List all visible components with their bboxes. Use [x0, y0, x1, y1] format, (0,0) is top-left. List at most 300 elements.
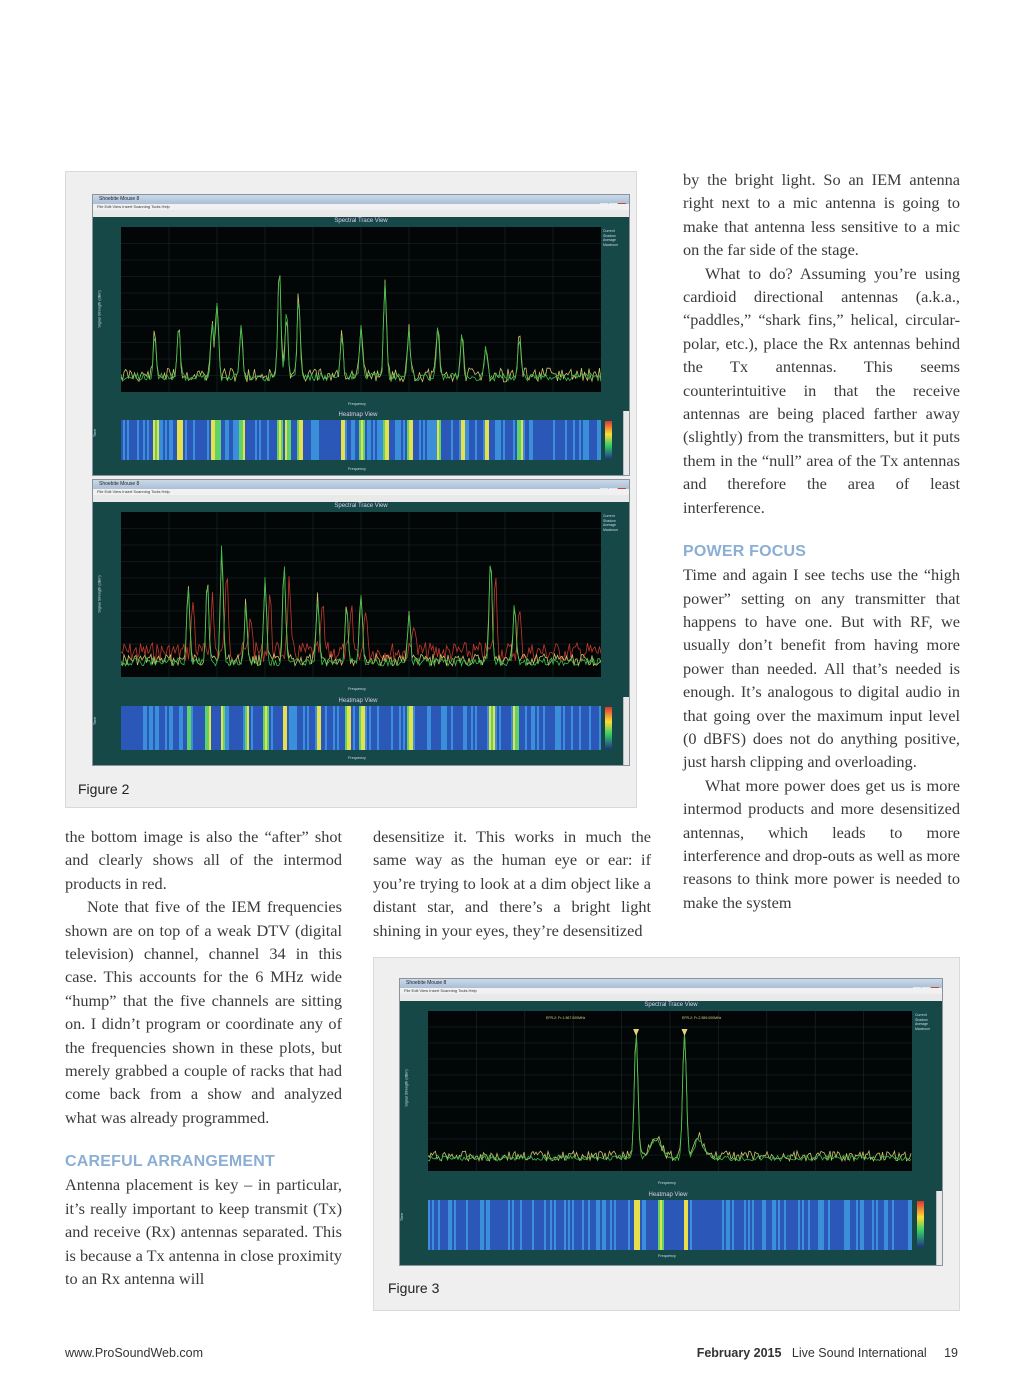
heatmap-cell — [371, 706, 373, 750]
heatmap-cell — [217, 706, 219, 750]
heatmap-cell — [283, 706, 285, 750]
heatmap-cell — [466, 1200, 468, 1250]
heatmap-cell — [573, 420, 575, 460]
heatmap-cell — [199, 420, 201, 460]
heatmap-cell — [209, 706, 211, 750]
heatmap-cell — [369, 706, 371, 750]
heatmap-cell — [454, 1200, 456, 1250]
heatmap-cell — [397, 420, 399, 460]
heatmap-cell — [259, 420, 261, 460]
heatmap-svg — [428, 1200, 912, 1250]
heatmap-cell — [506, 1200, 508, 1250]
heatmap-cell — [599, 420, 601, 460]
heatmap-cell — [528, 1200, 530, 1250]
legend-average: Average — [603, 238, 616, 242]
heatmap-cell — [307, 420, 309, 460]
heatmap-cell — [577, 706, 579, 750]
heatmap-cell — [656, 1200, 658, 1250]
heatmap-cell — [359, 420, 361, 460]
heatmap-cell — [503, 420, 505, 460]
menu-bar[interactable]: File Edit View Insert Scanning Tools Help — [400, 988, 942, 994]
heatmap-cell — [229, 706, 231, 750]
heatmap-cell — [215, 420, 217, 460]
heatmap-cell — [447, 706, 449, 750]
heatmap-cell — [207, 706, 209, 750]
toolbar[interactable] — [93, 495, 629, 502]
heatmap-cell — [538, 1200, 540, 1250]
heatmap-cell — [331, 420, 333, 460]
heatmap-cell — [568, 1200, 570, 1250]
heatmap-cell — [307, 706, 309, 750]
heatmap-cell — [552, 1200, 554, 1250]
heatmap-cell — [670, 1200, 672, 1250]
heatmap-cell — [141, 706, 143, 750]
heatmap-cell — [564, 1200, 566, 1250]
heatmap-cell — [491, 420, 493, 460]
heatmap-cell — [185, 706, 187, 750]
heatmap-cell — [557, 706, 559, 750]
heatmap-cell — [768, 1200, 770, 1250]
heatmap-cell — [595, 420, 597, 460]
spectral-plot — [121, 227, 601, 392]
heatmap-cell — [385, 420, 387, 460]
heatmap-cell — [892, 1200, 894, 1250]
menu-bar[interactable]: File Edit View Insert Scanning Tools Help — [93, 489, 629, 495]
heatmap-cell — [872, 1200, 874, 1250]
heatmap-cell — [902, 1200, 904, 1250]
heatmap-cell — [305, 706, 307, 750]
heatmap-cell — [836, 1200, 838, 1250]
heatmap-cell — [620, 1200, 622, 1250]
heatmap-cell — [469, 420, 471, 460]
heatmap-title: Heatmap View — [648, 1192, 688, 1198]
heatmap-cell — [599, 706, 601, 750]
heatmap-cell — [457, 420, 459, 460]
heatmap-cell — [249, 706, 251, 750]
heatmap-cell — [594, 1200, 596, 1250]
heatmap-cell — [403, 706, 405, 750]
heatmap — [121, 420, 601, 460]
heatmap-cell — [575, 420, 577, 460]
heatmap-cell — [499, 706, 501, 750]
heatmap-cell — [125, 420, 127, 460]
heatmap-cell — [419, 706, 421, 750]
heatmap-cell — [193, 420, 195, 460]
heatmap-cell — [135, 706, 137, 750]
heatmap-cell — [297, 706, 299, 750]
heatmap-cell — [489, 420, 491, 460]
heatmap-cell — [455, 420, 457, 460]
heatmap-cell — [273, 706, 275, 750]
heatmap-cell — [682, 1200, 684, 1250]
heatmap-cell — [125, 706, 127, 750]
heatmap-cell — [285, 420, 287, 460]
heatmap-cell — [716, 1200, 718, 1250]
heatmap-cell — [147, 706, 149, 750]
heatmap-cell — [484, 1200, 486, 1250]
heatmap-cell — [520, 1200, 522, 1250]
heatmap-cell — [802, 1200, 804, 1250]
menu-bar[interactable]: File Edit View Insert Scanning Tools Help — [93, 204, 629, 210]
marker-icon — [682, 1029, 688, 1036]
heatmap-cell — [571, 706, 573, 750]
heatmap-cell — [722, 1200, 724, 1250]
heatmap-cell — [317, 420, 319, 460]
heatmap-cell — [149, 706, 151, 750]
legend-shadow: Shadow — [603, 233, 616, 238]
heatmap-cell — [259, 706, 261, 750]
heatmap-cell — [175, 420, 177, 460]
heatmap-cell — [365, 420, 367, 460]
heatmap-cell — [548, 1200, 550, 1250]
heatmap-cell — [589, 706, 591, 750]
heatmap-cell — [321, 706, 323, 750]
heatmap-cell — [544, 1200, 546, 1250]
heatmap-cell — [451, 420, 453, 460]
heatmap-cell — [411, 420, 413, 460]
heatmap-cell — [351, 420, 353, 460]
spectral-trace-svg — [428, 1011, 912, 1171]
heatmap-cell — [501, 420, 503, 460]
heatmap-cell — [323, 706, 325, 750]
heatmap-cell — [742, 1200, 744, 1250]
heatmap-panel — [400, 1191, 936, 1265]
heatmap-cell — [550, 1200, 552, 1250]
heatmap-cell — [800, 1200, 802, 1250]
heatmap-cell — [848, 1200, 850, 1250]
heatmap-cell — [177, 420, 179, 460]
trace-legend — [915, 1013, 930, 1031]
heatmap-cell — [165, 706, 167, 750]
heatmap-cell — [700, 1200, 702, 1250]
heatmap-cell — [546, 1200, 548, 1250]
heatmap-cell — [129, 706, 131, 750]
figure-2 — [65, 171, 637, 808]
heatmap-cell — [421, 706, 423, 750]
heatmap-cell — [487, 420, 489, 460]
heatmap-cell — [668, 1200, 670, 1250]
heatmap-cell — [257, 706, 259, 750]
heatmap-cell — [363, 420, 365, 460]
heatmap-cell — [235, 706, 237, 750]
spectrum-analyzer-window-before — [92, 194, 630, 476]
heatmap-cell — [481, 420, 483, 460]
heatmap-cell — [640, 1200, 642, 1250]
heatmap-cell — [468, 1200, 470, 1250]
heatmap-cell — [183, 706, 185, 750]
heatmap-cell — [481, 706, 483, 750]
heatmap-cell — [556, 1200, 558, 1250]
heatmap-cell — [265, 420, 267, 460]
toolbar[interactable] — [400, 994, 942, 1001]
heatmap-cell — [477, 420, 479, 460]
heatmap-cell — [309, 420, 311, 460]
heatmap-cell — [500, 1200, 502, 1250]
heatmap-cell — [457, 706, 459, 750]
heatmap-cell — [531, 706, 533, 750]
heatmap-cell — [834, 1200, 836, 1250]
heatmap-cell — [405, 706, 407, 750]
footer-website[interactable]: www.ProSoundWeb.com — [65, 1346, 204, 1360]
y-axis-label: Signal Strength (dBm) — [97, 290, 102, 328]
heatmap-cell — [570, 1200, 572, 1250]
toolbar[interactable] — [93, 210, 629, 217]
heatmap-panel — [93, 411, 623, 475]
heatmap-cell — [554, 1200, 556, 1250]
heatmap-cell — [349, 420, 351, 460]
heatmap-cell — [477, 706, 479, 750]
heatmap-cell — [505, 420, 507, 460]
heatmap-cell — [470, 1200, 472, 1250]
heatmap-cell — [151, 706, 153, 750]
heatmap-cell — [375, 706, 377, 750]
heatmap-cell — [549, 420, 551, 460]
heatmap-cell — [213, 420, 215, 460]
heatmap-cell — [592, 1200, 594, 1250]
heatmap-cell — [547, 706, 549, 750]
heatmap-cell — [169, 420, 171, 460]
heatmap-cell — [263, 420, 265, 460]
heatmap-cell — [504, 1200, 506, 1250]
spectral-plot — [121, 512, 601, 677]
heatmap-cell — [171, 706, 173, 750]
heatmap-cell — [494, 1200, 496, 1250]
heatmap-cell — [387, 420, 389, 460]
heatmap-cell — [519, 420, 521, 460]
heatmap-cell — [566, 1200, 568, 1250]
heatmap-cell — [299, 706, 301, 750]
heatmap-cell — [529, 420, 531, 460]
heatmap-cell — [436, 1200, 438, 1250]
heatmap-scrollbar[interactable] — [623, 411, 629, 475]
heatmap-cell — [618, 1200, 620, 1250]
heatmap-cell — [820, 1200, 822, 1250]
heatmap — [428, 1200, 912, 1250]
heatmap-cell — [127, 420, 129, 460]
heatmap-cell — [830, 1200, 832, 1250]
trace-legend — [603, 229, 618, 247]
heatmap-cell — [305, 420, 307, 460]
heatmap-cell — [569, 706, 571, 750]
heatmap-cell — [509, 706, 511, 750]
heatmap-cell — [514, 1200, 516, 1250]
heatmap-cell — [161, 706, 163, 750]
heatmap-cell — [329, 706, 331, 750]
heatmap-cell — [267, 706, 269, 750]
heatmap-cell — [446, 1200, 448, 1250]
heatmap-cell — [271, 420, 273, 460]
heatmap-cell — [253, 420, 255, 460]
legend-average: Average — [603, 523, 616, 527]
heatmap-x-axis-label: Frequency — [348, 467, 366, 471]
y-axis-label: Signal Strength (dBm) — [97, 575, 102, 613]
heatmap-cell — [541, 420, 543, 460]
heatmap-cell — [884, 1200, 886, 1250]
heatmap-cell — [313, 706, 315, 750]
heatmap-cell — [826, 1200, 828, 1250]
heatmap-cell — [205, 420, 207, 460]
heatmap-cell — [577, 420, 579, 460]
heatmap-cell — [229, 420, 231, 460]
heatmap-cell — [349, 706, 351, 750]
legend-current: Current — [603, 514, 615, 518]
heatmap-cell — [764, 1200, 766, 1250]
heatmap-cell — [696, 1200, 698, 1250]
heatmap-cell — [445, 420, 447, 460]
heatmap-cell — [509, 420, 511, 460]
heatmap-cell — [167, 420, 169, 460]
heatmap-cell — [678, 1200, 680, 1250]
heatmap-cell — [587, 420, 589, 460]
heatmap-cell — [291, 706, 293, 750]
heatmap-cell — [586, 1200, 588, 1250]
heatmap-cell — [480, 1200, 482, 1250]
heatmap-cell — [434, 1200, 436, 1250]
heatmap-cell — [521, 706, 523, 750]
heatmap-cell — [289, 706, 291, 750]
heatmap-cell — [574, 1200, 576, 1250]
trace-average — [428, 1032, 911, 1161]
heatmap-scrollbar[interactable] — [936, 1191, 942, 1265]
heatmap-cell — [277, 420, 279, 460]
heatmap-cell — [313, 420, 315, 460]
heatmap-cell — [265, 706, 267, 750]
heatmap-cell — [634, 1200, 636, 1250]
time-axis-label: Time — [400, 1212, 405, 1222]
heatmap-cell — [357, 420, 359, 460]
heatmap-cell — [269, 420, 271, 460]
heatmap-cell — [179, 420, 181, 460]
heatmap-cell — [431, 420, 433, 460]
heatmap-cell — [139, 706, 141, 750]
heatmap-cell — [894, 1200, 896, 1250]
heatmap-cell — [473, 420, 475, 460]
heatmap-cell — [516, 1200, 518, 1250]
heatmap-cell — [165, 420, 167, 460]
heatmap-cell — [361, 420, 363, 460]
heatmap-cell — [473, 706, 475, 750]
heatmap-cell — [632, 1200, 634, 1250]
heatmap-cell — [458, 1200, 460, 1250]
heatmap-cell — [421, 420, 423, 460]
heatmap-cell — [567, 420, 569, 460]
heatmap-cell — [499, 420, 501, 460]
heatmap-cell — [824, 1200, 826, 1250]
heatmap-cell — [444, 1200, 446, 1250]
heatmap-cell — [472, 1200, 474, 1250]
heatmap-cell — [445, 706, 447, 750]
heatmap-cell — [870, 1200, 872, 1250]
heatmap-cell — [517, 420, 519, 460]
heatmap-cell — [339, 706, 341, 750]
heatmap-cell — [381, 420, 383, 460]
heatmap-cell — [315, 420, 317, 460]
heatmap-cell — [576, 1200, 578, 1250]
heatmap-cell — [205, 706, 207, 750]
heatmap-cell — [381, 706, 383, 750]
heatmap-cell — [159, 706, 161, 750]
heatmap-cell — [527, 420, 529, 460]
heatmap-cell — [459, 420, 461, 460]
heatmap-cell — [654, 1200, 656, 1250]
heatmap-scrollbar[interactable] — [623, 697, 629, 765]
heatmap-cell — [383, 706, 385, 750]
heatmap-cell — [221, 420, 223, 460]
heatmap-cell — [397, 706, 399, 750]
heatmap-cell — [171, 420, 173, 460]
heatmap-cell — [139, 420, 141, 460]
heatmap-cell — [778, 1200, 780, 1250]
heatmap-cell — [482, 1200, 484, 1250]
heatmap-cell — [758, 1200, 760, 1250]
heatmap-cell — [143, 420, 145, 460]
heatmap-cell — [822, 1200, 824, 1250]
heatmap-cell — [569, 420, 571, 460]
legend-maximum: Maximum — [603, 242, 619, 247]
spectrum-analyzer-window-figure3 — [399, 978, 943, 1266]
heatmap-cell — [874, 1200, 876, 1250]
heatmap-cell — [323, 420, 325, 460]
heatmap-cell — [604, 1200, 606, 1250]
heatmap-cell — [373, 420, 375, 460]
heatmap-cell — [379, 420, 381, 460]
spectral-trace-svg — [121, 227, 601, 392]
heatmap-cell — [876, 1200, 878, 1250]
heatmap-cell — [432, 1200, 434, 1250]
heatmap-cell — [363, 706, 365, 750]
heatmap-cell — [227, 420, 229, 460]
heatmap-cell — [555, 420, 557, 460]
figure-3-caption: Figure 3 — [388, 1280, 440, 1296]
heatmap-cell — [495, 420, 497, 460]
heatmap-cell — [906, 1200, 908, 1250]
section-heading-careful-arrangement: CAREFUL ARRANGEMENT — [65, 1153, 276, 1171]
heatmap-cell — [551, 706, 553, 750]
heatmap-cell — [309, 706, 311, 750]
heatmap-svg — [121, 706, 601, 750]
heatmap-cell — [792, 1200, 794, 1250]
heatmap-cell — [245, 706, 247, 750]
heatmap-cell — [195, 420, 197, 460]
heatmap-cell — [329, 420, 331, 460]
heatmap-cell — [690, 1200, 692, 1250]
heatmap-cell — [828, 1200, 830, 1250]
heatmap-cell — [796, 1200, 798, 1250]
heatmap-x-axis-label: Frequency — [348, 756, 366, 760]
heatmap-cell — [589, 420, 591, 460]
heatmap-cell — [624, 1200, 626, 1250]
heatmap-cell — [261, 706, 263, 750]
heatmap-cell — [662, 1200, 664, 1250]
heatmap-cell — [327, 706, 329, 750]
spectral-trace-panel — [93, 502, 629, 697]
heatmap-cell — [581, 706, 583, 750]
heatmap-cell — [442, 1200, 444, 1250]
heatmap-cell — [732, 1200, 734, 1250]
heatmap-cell — [474, 1200, 476, 1250]
middle-column — [373, 825, 651, 942]
heatmap-cell — [513, 420, 515, 460]
heatmap-cell — [652, 1200, 654, 1250]
heatmap-cell — [191, 420, 193, 460]
marker-2-label: EFR-2: Fr-2.559.000MHz — [682, 1016, 722, 1020]
heatmap-cell — [563, 706, 565, 750]
heatmap-cell — [798, 1200, 800, 1250]
heatmap-cell — [153, 420, 155, 460]
heatmap-cell — [686, 1200, 688, 1250]
heatmap-cell — [808, 1200, 810, 1250]
heatmap-cell — [539, 420, 541, 460]
